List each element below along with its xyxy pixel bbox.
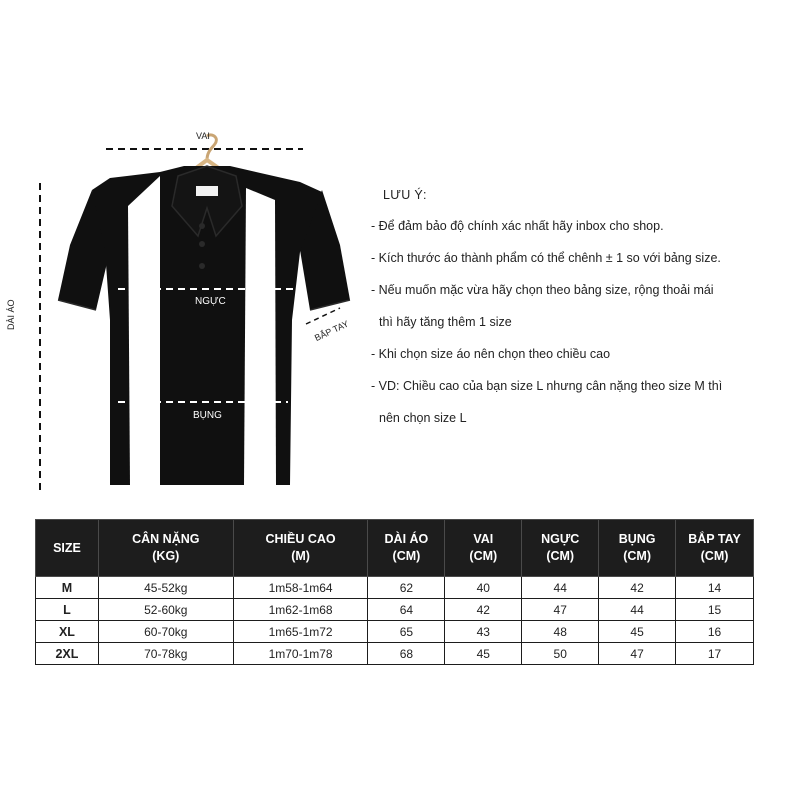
note-line: - Khi chọn size áo nên chọn theo chiều cao: [371, 347, 611, 361]
note-line: - Kích thước áo thành phẩm có thể chênh ± 1 so với bảng size.: [371, 251, 721, 265]
size-cell: XL: [36, 621, 99, 643]
chest-label: NGỰC: [195, 296, 226, 307]
chest-cell: 47: [522, 599, 599, 621]
notes-panel: [371, 188, 771, 442]
header-waist: BỤNG (CM): [599, 520, 676, 577]
table-header-row: [36, 520, 754, 577]
sleeve-cell: 17: [676, 643, 754, 665]
left-white-stripe: [128, 176, 160, 485]
shoulder-cell: 42: [445, 599, 522, 621]
header-sleeve: BẮP TAY (CM): [676, 520, 754, 577]
table-row: [36, 599, 754, 621]
shoulder-cell: 45: [445, 643, 522, 665]
polo-shirt-illustration: [0, 0, 360, 510]
button-1: [199, 223, 205, 229]
notes-title: LƯU Ý:: [383, 188, 427, 202]
table-row: [36, 643, 754, 665]
length-label: DÀI ÁO: [6, 299, 16, 330]
right-white-stripe: [244, 188, 276, 485]
sleeve-cell: 14: [676, 577, 754, 599]
shirt-body: [92, 166, 322, 485]
sleeve-cell: 15: [676, 599, 754, 621]
size-chart-table: [35, 519, 754, 665]
height-cell: 1m70-1m78: [233, 643, 368, 665]
weight-cell: 60-70kg: [98, 621, 233, 643]
waist-cell: 42: [599, 577, 676, 599]
waist-cell: 47: [599, 643, 676, 665]
shoulder-label: VAI: [196, 131, 210, 141]
table-row: [36, 577, 754, 599]
weight-cell: 45-52kg: [98, 577, 233, 599]
waist-cell: 45: [599, 621, 676, 643]
garment-diagram: [0, 0, 360, 510]
note-line: - Để đảm bảo độ chính xác nhất hãy inbox cho shop.: [371, 219, 664, 233]
neck-label: [196, 186, 218, 196]
chest-cell: 48: [522, 621, 599, 643]
note-line: nên chọn size L: [379, 411, 467, 425]
length-cell: 68: [368, 643, 445, 665]
shoulder-cell: 43: [445, 621, 522, 643]
header-height: CHIỀU CAO (M): [233, 520, 368, 577]
header-chest: NGỰC (CM): [522, 520, 599, 577]
button-3: [199, 263, 205, 269]
table-row: [36, 621, 754, 643]
shoulder-cell: 40: [445, 577, 522, 599]
note-line: - VD: Chiều cao của bạn size L nhưng cân nặng theo size M thì: [371, 379, 723, 393]
header-length: DÀI ÁO (CM): [368, 520, 445, 577]
weight-cell: 70-78kg: [98, 643, 233, 665]
header-weight: CÂN NẶNG (KG): [98, 520, 233, 577]
note-line: - Nếu muốn mặc vừa hãy chọn theo bảng size, rộng thoải mái: [371, 283, 714, 297]
chest-cell: 50: [522, 643, 599, 665]
height-cell: 1m58-1m64: [233, 577, 368, 599]
height-cell: 1m62-1m68: [233, 599, 368, 621]
header-shoulder: VAI (CM): [445, 520, 522, 577]
height-cell: 1m65-1m72: [233, 621, 368, 643]
size-cell: M: [36, 577, 99, 599]
sleeve-cell: 16: [676, 621, 754, 643]
sleeve-label: BẮP TAY: [313, 318, 351, 344]
button-2: [199, 241, 205, 247]
waist-label: BỤNG: [193, 410, 222, 421]
note-line: thì hãy tăng thêm 1 size: [379, 315, 512, 329]
size-cell: 2XL: [36, 643, 99, 665]
header-size: SIZE: [36, 520, 99, 577]
length-cell: 62: [368, 577, 445, 599]
waist-cell: 44: [599, 599, 676, 621]
size-cell: L: [36, 599, 99, 621]
chest-cell: 44: [522, 577, 599, 599]
weight-cell: 52-60kg: [98, 599, 233, 621]
length-cell: 64: [368, 599, 445, 621]
length-cell: 65: [368, 621, 445, 643]
